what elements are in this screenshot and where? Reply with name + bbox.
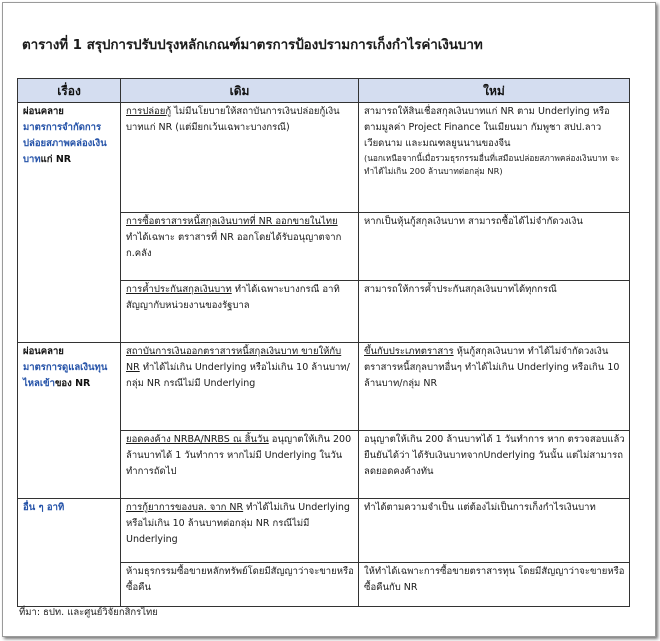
old-underlined: ยอดคงค้าง NRBA/NRBS ณ สิ้นวัน — [126, 434, 269, 445]
old-underlined: การซื้อตราสารหนี้สกุลเงินบาทที่ NR ออกขายในไทย — [126, 216, 338, 227]
old-cell — [121, 499, 359, 563]
old-underlined: การกู้ยาการของบล. จาก NR — [126, 502, 244, 513]
source-note: ที่มา: ธปท. และศูนย์วิจัยกสิกรไทย — [19, 607, 158, 618]
old-text: ไม่มีนโยบายให้สถาบันการเงินปล่อยกู้เงินบาทแก่ NR (แต่มียกเว้นเฉพาะบางกรณี) — [126, 106, 340, 133]
new-cell — [359, 431, 630, 499]
old-cell — [121, 213, 359, 281]
topic-head: ผ่อนคลาย — [23, 346, 64, 357]
old-underlined: การปล่อยกู้ — [126, 106, 172, 117]
new-cell — [359, 103, 630, 213]
new-cell — [359, 563, 630, 607]
new-note: (นอกเหนือจากนี้เมื่อรวมธุรกรรมอื่นที่เสมือนปล่อยสภาพคล่องเงินบาท จะทำได้ไม่เกิน 200 ล้านบาทต่อกลุ่ม NR) — [364, 153, 620, 176]
new-cell — [359, 343, 630, 431]
old-underlined: สถาบันการเงินออกตราสารหนี้สกุลเงินบาท ขายให้กับ NR — [126, 346, 342, 373]
old-text: อนุญาตให้เกิน 200 ล้านบาทได้ 1 วันทำการ หากไม่มี Underlying ในวันทำการถัดไป — [126, 434, 352, 477]
old-cell — [121, 343, 359, 431]
topic-tail: ของ NR — [54, 378, 91, 389]
new-cell — [359, 213, 630, 281]
new-cell — [359, 281, 630, 343]
new-text: สามารถให้สินเชื่อสกุลเงินบาทแก่ NR ตาม Underlying หรือตามมูลค่า Project Finance ในเมียนมา กัมพูชา สปป.ลาว เวียดนาม และมณฑลยูนนานของจีน — [364, 106, 610, 149]
section-topic — [18, 499, 121, 607]
topic-blue: อื่น ๆ อาทิ — [23, 502, 65, 513]
new-text: ให้ทำได้เฉพาะการซื้อขายตราสารทุน โดยมีสัญญาว่าจะขายหรือซื้อคืนกับ NR — [364, 566, 625, 593]
old-text: ทำได้เฉพาะบางกรณี อาทิ สัญญากับหน่วยงานของรัฐบาล — [126, 284, 340, 311]
table-title: ตารางที่ 1 สรุปการปรับปรุงหลักเกณฑ์มาตรการป้องปรามการเก็งกำไรค่าเงินบาท — [22, 37, 483, 53]
old-cell — [121, 103, 359, 213]
new-text: หุ้นกู้สกุลเงินบาท ทำได้ไม่จำกัดวงเงิน ตราสารหนี้สกุลบาทอื่นๆ ทำได้ไม่เกิน Underlying หรือเกิน 10 ล้านบาท/กลุ่ม NR — [364, 346, 620, 389]
header-new: ใหม่ — [359, 79, 630, 103]
old-text: ทำได้ไม่เกิน Underlying หรือไม่เกิน 10 ล้านบาท/กลุ่ม NR กรณีไม่มี Underlying — [126, 362, 350, 389]
old-text: ทำได้เฉพาะ ตราสารที่ NR ออกโดยได้รับอนุญาตจาก ก.คลัง — [126, 232, 342, 259]
new-cell — [359, 499, 630, 563]
topic-blue: มาตรการจำกัดการปล่อยสภาพคล่องเงินบาท — [23, 122, 107, 165]
section-topic — [18, 103, 121, 343]
table-row — [18, 343, 630, 431]
old-text: ทำได้ไม่เกิน Underlying หรือไม่เกิน 10 ล้านบาทต่อกลุ่ม NR กรณีไม่มี Underlying — [126, 502, 350, 545]
table-header-row — [18, 79, 630, 103]
new-underlined: ขึ้นกับประเภทตราสาร — [364, 346, 454, 357]
section-topic — [18, 343, 121, 499]
table-row — [18, 103, 630, 213]
header-old: เดิม — [121, 79, 359, 103]
table-row — [18, 499, 630, 563]
new-text: หากเป็นหุ้นกู้สกุลเงินบาท สามารถซื้อได้ไม่จำกัดวงเงิน — [364, 216, 583, 227]
old-cell — [121, 563, 359, 607]
old-cell — [121, 431, 359, 499]
topic-tail: แก่ NR — [40, 154, 72, 165]
new-text: ทำได้ตามความจำเป็น แต่ต้องไม่เป็นการเก็งกำไรเงินบาท — [364, 502, 596, 513]
new-text: อนุญาตให้เกิน 200 ล้านบาทได้ 1 วันทำการ หาก ตรวจสอบแล้วยืนยันได้ว่า ได้รับเงินบาทจากUnderlying วันนั้น แต่ไม่สามารถลดยอดคงค้างทัน — [364, 434, 625, 477]
topic-blue: มาตรการดูแลเงินทุนไหลเข้า — [23, 362, 108, 389]
header-topic: เรื่อง — [18, 79, 121, 103]
regulation-table — [17, 78, 630, 607]
old-underlined: การค้ำประกันสกุลเงินบาท — [126, 284, 232, 295]
topic-head: ผ่อนคลาย — [23, 106, 64, 117]
new-text: สามารถให้การค้ำประกันสกุลเงินบาทได้ทุกกรณี — [364, 284, 557, 295]
old-text: ห้ามธุรกรรมซื้อขายหลักทรัพย์โดยมีสัญญาว่าจะขายหรือซื้อคืน — [126, 566, 354, 593]
old-cell — [121, 281, 359, 343]
